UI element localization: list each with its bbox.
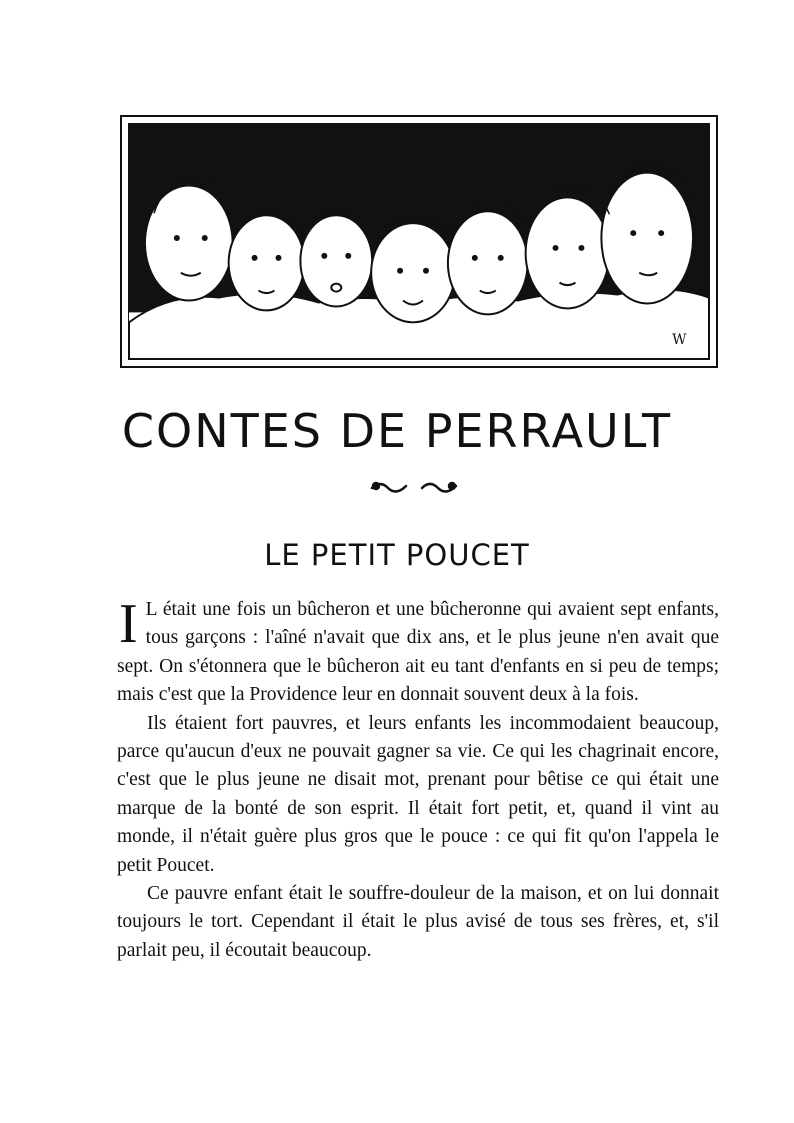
paragraph-1 <box>117 593 719 710</box>
seven-children-faces-illustration <box>129 124 709 359</box>
book-title: CONTES DE PERRAULT <box>121 404 673 458</box>
scroll-ornament-icon <box>364 474 464 500</box>
illustration <box>128 123 710 360</box>
paragraph-2: Ils étaient fort pauvres, et leurs enfants les incommodaient beaucoup, parce qu'aucun d'eux ne pouvait gagner sa vie. Ce qui les chagrinait encore, c'est que le plus jeune ne disait mot, prenant pour bêtise ce qui était une marque de la bonté de son esprit. Il était fort petit, et, quand il vint au monde, il n'était guère plus gros que le pouce : ce qui fit qu'on l'appela le petit Poucet. <box>117 712 719 876</box>
illustration-frame <box>120 115 718 368</box>
monogram: W <box>672 332 687 349</box>
drop-cap: I <box>119 593 138 655</box>
paragraph-3: Ce pauvre enfant était le souffre-douleur de la maison, et on lui donnait toujours le tort. Cependant il était le plus avisé de tous ses frères, et, s'il parlait peu, il écoutait beaucoup. <box>117 883 719 961</box>
story-body <box>117 593 719 965</box>
story-title: LE PETIT POUCET <box>264 538 530 572</box>
paragraph-1-text: L était une fois un bûcheron et une bûcheronne qui avaient sept enfants, tous garçons : l'aîné n'avait que dix ans, et le plus jeune n'en avait que sept. On s'étonnera que le bûcheron ait eu tant d'enfants en si peu de temps; mais c'est que la Providence leur en donnait souvent deux à la fois. <box>117 599 719 706</box>
